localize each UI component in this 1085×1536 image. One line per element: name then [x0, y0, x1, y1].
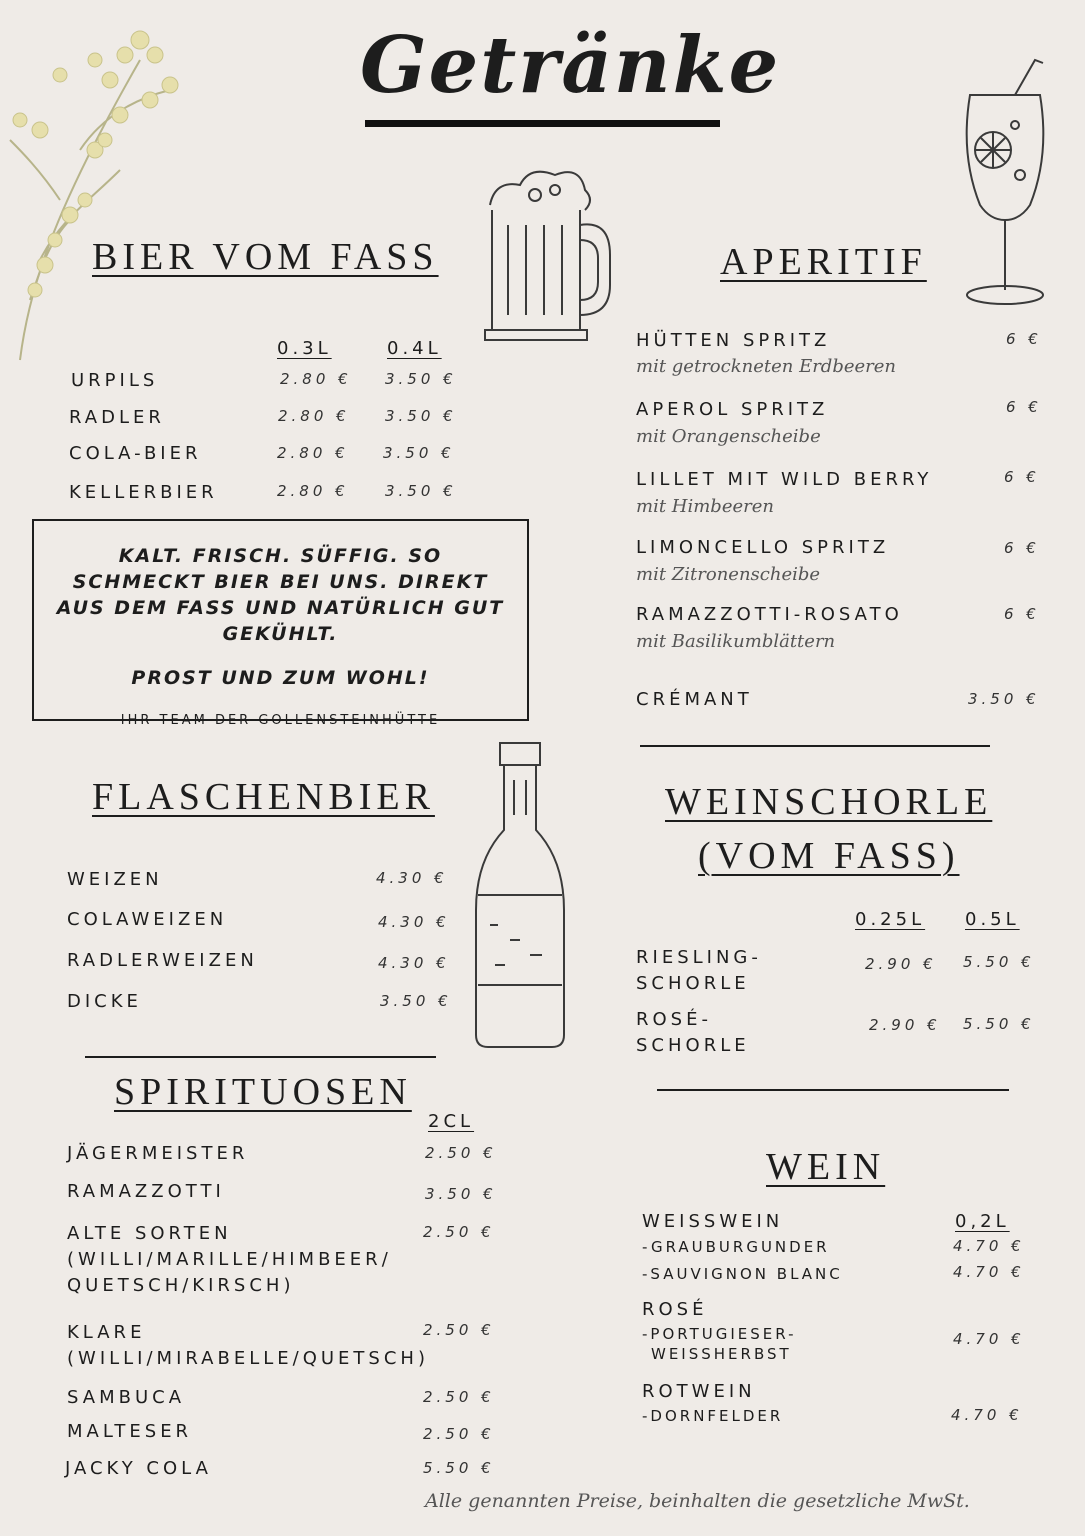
- menu-item-price: 2.90 €: [865, 955, 937, 973]
- menu-item-name: -PORTUGIESER-: [642, 1325, 797, 1343]
- menu-item-name: -SAUVIGNON BLANC: [642, 1265, 843, 1283]
- menu-item-name: WEIZEN: [67, 869, 163, 890]
- menu-item-name: URPILS: [71, 370, 159, 391]
- menu-item-name: KLARE: [67, 1322, 146, 1343]
- menu-item-name: WEISSHERBST: [651, 1345, 792, 1363]
- menu-item-name: KELLERBIER: [69, 482, 218, 503]
- menu-item-detail: QUETSCH/KIRSCH): [67, 1275, 295, 1296]
- menu-item-name: RADLERWEIZEN: [67, 950, 258, 971]
- spritz-glass-icon: [955, 55, 1055, 310]
- wine-category: WEISSWEIN: [642, 1211, 784, 1232]
- menu-item-name: RIESLING-: [636, 947, 762, 968]
- menu-item-price: 3.50 €: [380, 992, 452, 1010]
- menu-item-name: -GRAUBURGUNDER: [642, 1238, 830, 1256]
- menu-item-description: mit Himbeeren: [636, 496, 774, 517]
- menu-item-name: DICKE: [67, 991, 142, 1012]
- menu-item-name: ALTE SORTEN: [67, 1223, 232, 1244]
- menu-item-name: HÜTTEN SPRITZ: [636, 330, 831, 351]
- menu-item-name: ROSÉ-: [636, 1009, 712, 1030]
- menu-item-price: 2.90 €: [869, 1016, 941, 1034]
- menu-item-price: 2.80 €: [277, 444, 349, 462]
- menu-item-price: 2.50 €: [423, 1425, 495, 1443]
- title-underline: [365, 120, 720, 127]
- menu-item-name: COLAWEIZEN: [67, 909, 228, 930]
- menu-item-price: 6 €: [1004, 539, 1040, 557]
- menu-item-name: RADLER: [69, 407, 165, 428]
- page-title: Getränke: [360, 20, 781, 111]
- menu-item-price: 4.70 €: [953, 1237, 1025, 1255]
- menu-item-name: MALTESER: [67, 1421, 193, 1442]
- menu-item-price: 6 €: [1004, 468, 1040, 486]
- menu-item-price: 6 €: [1006, 330, 1042, 348]
- menu-item-price: 4.70 €: [953, 1330, 1025, 1348]
- menu-item-name: APEROL SPRITZ: [636, 399, 829, 420]
- note-text: KALT. FRISCH. SÜFFIG. SO SCHMECKT BIER BEI UNS. DIREKT AUS DEM FASS UND NATÜRLICH GUT GEKÜHLT.: [56, 545, 505, 645]
- menu-item-price: 3.50 €: [385, 370, 457, 388]
- menu-item-price: 2.50 €: [423, 1321, 495, 1339]
- weinschorle-heading: WEINSCHORLE: [665, 781, 993, 823]
- menu-item-name: SCHORLE: [636, 1035, 750, 1056]
- flaschenbier-heading: FLASCHENBIER: [92, 776, 435, 818]
- menu-item-price: 2.80 €: [280, 370, 352, 388]
- beer-bottle-icon: [470, 735, 570, 1055]
- weinschorle-size-large: 0.5L: [965, 909, 1020, 930]
- menu-item-name: RAMAZZOTTI-ROSATO: [636, 604, 903, 625]
- menu-item-price: 5.50 €: [963, 1015, 1035, 1033]
- beer-mug-icon: [480, 165, 620, 345]
- menu-item-price: 6 €: [1004, 605, 1040, 623]
- tax-note: Alle genannten Preise, beinhalten die gesetzliche MwSt.: [425, 1490, 970, 1512]
- menu-item-detail: (WILLI/MIRABELLE/QUETSCH): [67, 1348, 429, 1369]
- menu-item-price: 3.50 €: [425, 1185, 497, 1203]
- menu-item-description: mit Orangenscheibe: [636, 426, 821, 447]
- menu-item-name: JÄGERMEISTER: [67, 1143, 249, 1164]
- wein-size: 0,2L: [955, 1211, 1010, 1232]
- menu-item-price: 4.30 €: [378, 913, 450, 931]
- menu-item-description: mit getrockneten Erdbeeren: [636, 356, 897, 377]
- menu-item-price: 2.50 €: [423, 1388, 495, 1406]
- menu-item-price: 5.50 €: [423, 1459, 495, 1477]
- menu-item-price: 6 €: [1006, 398, 1042, 416]
- menu-item-price: 2.80 €: [278, 407, 350, 425]
- menu-item-name: LIMONCELLO SPRITZ: [636, 537, 890, 558]
- aperitif-heading: APERITIF: [720, 241, 927, 283]
- menu-item-name: CRÉMANT: [636, 689, 753, 710]
- menu-item-name: LILLET MIT WILD BERRY: [636, 469, 933, 490]
- bier-size-large: 0.4L: [387, 338, 442, 359]
- menu-item-price: 2.50 €: [425, 1144, 497, 1162]
- wein-heading: WEIN: [766, 1146, 886, 1188]
- flower-branch-icon: [0, 0, 200, 370]
- menu-item-price: 3.50 €: [385, 482, 457, 500]
- menu-item-name: COLA-BIER: [69, 443, 202, 464]
- menu-item-name: SCHORLE: [636, 973, 750, 994]
- menu-item-price: 4.30 €: [378, 954, 450, 972]
- note-box: [32, 519, 529, 728]
- menu-item-description: mit Basilikumblättern: [636, 631, 836, 652]
- bier-size-small: 0.3L: [277, 338, 332, 359]
- section-divider: [657, 1089, 1009, 1091]
- menu-item-price: 2.80 €: [277, 482, 349, 500]
- note-signature: IHR TEAM DER GOLLENSTEINHÜTTE: [120, 713, 441, 728]
- menu-item-price: 4.30 €: [376, 869, 448, 887]
- menu-item-price: 2.50 €: [423, 1223, 495, 1241]
- menu-item-price: 5.50 €: [963, 953, 1035, 971]
- wine-category: ROTWEIN: [642, 1381, 756, 1402]
- weinschorle-size-small: 0.25L: [855, 909, 926, 930]
- bier-heading: BIER VOM FASS: [92, 236, 439, 278]
- note-toast: PROST UND ZUM WOHL!: [131, 667, 430, 689]
- section-divider: [85, 1056, 436, 1058]
- section-divider: [640, 745, 990, 747]
- menu-item-price: 4.70 €: [951, 1406, 1023, 1424]
- menu-item-price: 3.50 €: [385, 407, 457, 425]
- wine-category: ROSÉ: [642, 1299, 708, 1320]
- spirituosen-heading: SPIRITUOSEN: [114, 1071, 412, 1113]
- menu-item-price: 4.70 €: [953, 1263, 1025, 1281]
- menu-item-price: 3.50 €: [968, 690, 1040, 708]
- menu-item-detail: (WILLI/MARILLE/HIMBEER/: [67, 1249, 392, 1270]
- menu-item-name: RAMAZZOTTI: [67, 1181, 225, 1202]
- spirituosen-size: 2CL: [428, 1111, 475, 1132]
- menu-item-name: SAMBUCA: [67, 1387, 186, 1408]
- menu-item-price: 3.50 €: [383, 444, 455, 462]
- menu-item-name: -DORNFELDER: [642, 1407, 784, 1425]
- menu-item-name: JACKY COLA: [65, 1458, 212, 1479]
- menu-item-description: mit Zitronenscheibe: [636, 564, 821, 585]
- weinschorle-subheading: (VOM FASS): [698, 835, 960, 877]
